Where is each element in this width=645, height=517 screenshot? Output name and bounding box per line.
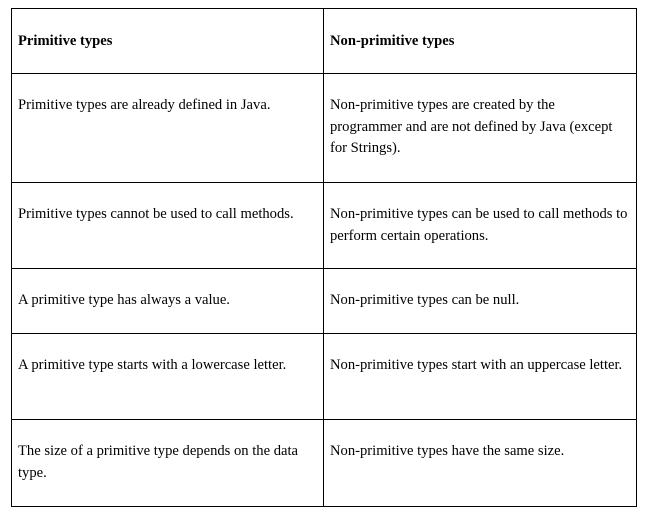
header-non-primitive-types: Non-primitive types [324,9,637,74]
non-primitive-cell: Non-primitive types have the same size. [324,420,637,507]
table-row [12,420,637,507]
non-primitive-cell: Non-primitive types can be used to call methods to perform certain operations. [324,183,637,269]
non-primitive-cell: Non-primitive types are created by the programmer and are not defined by Java (except for Strings). [324,74,637,183]
header-primitive-types: Primitive types [12,9,324,74]
primitive-cell: Primitive types cannot be used to call methods. [12,183,324,269]
non-primitive-cell: Non-primitive types start with an uppercase letter. [324,334,637,420]
table-row [12,334,637,420]
comparison-table [11,8,637,507]
primitive-cell: The size of a primitive type depends on the data type. [12,420,324,507]
table-row [12,183,637,269]
non-primitive-cell: Non-primitive types can be null. [324,269,637,334]
table-header-row [12,9,637,74]
table-row [12,74,637,183]
primitive-cell: A primitive type has always a value. [12,269,324,334]
table-row [12,269,637,334]
primitive-cell: A primitive type starts with a lowercase letter. [12,334,324,420]
primitive-cell: Primitive types are already defined in Java. [12,74,324,183]
